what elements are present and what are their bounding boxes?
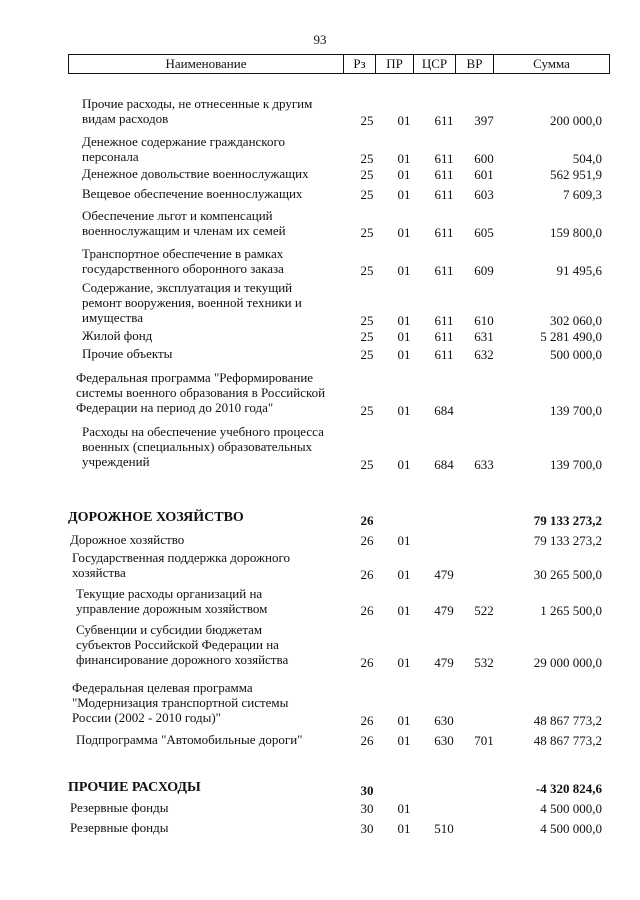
row-pr: 01	[397, 187, 411, 202]
row-sum: 302 060,0	[550, 313, 602, 328]
table-row	[0, 800, 640, 816]
row-sum: 5 281 490,0	[540, 329, 602, 344]
row-sum: 79 133 273,2	[533, 513, 602, 528]
row-name: Жилой фонд	[82, 328, 153, 343]
row-pr: 01	[397, 533, 411, 548]
row-pr: 01	[397, 821, 411, 836]
row-csr: 479	[434, 567, 454, 582]
row-name: Федеральная программа "Реформирование системы военного образования в Российской Федерации на период до 2010 года"	[76, 370, 326, 415]
row-name: Прочие расходы, не отнесенные к другим видам расходов	[82, 96, 313, 126]
row-vr: 610	[474, 313, 494, 328]
row-vr: 600	[474, 151, 494, 166]
row-sum: 139 700,0	[550, 403, 602, 418]
table-row	[0, 96, 640, 128]
table-row	[0, 280, 640, 328]
row-pr: 01	[397, 567, 411, 582]
row-rz: 26	[360, 603, 374, 618]
row-rz: 30	[360, 801, 374, 816]
row-pr: 01	[397, 733, 411, 748]
table-row	[0, 370, 640, 418]
table-row	[0, 134, 640, 166]
row-rz: 25	[360, 313, 374, 328]
row-sum: 48 867 773,2	[533, 713, 602, 728]
row-vr: 701	[474, 733, 494, 748]
row-csr: 479	[434, 655, 454, 670]
row-sum: 4 500 000,0	[540, 801, 602, 816]
row-csr: 684	[434, 457, 454, 472]
row-pr: 01	[397, 263, 411, 278]
row-rz: 25	[360, 187, 374, 202]
row-csr: 611	[434, 313, 454, 328]
row-pr: 01	[397, 329, 411, 344]
row-rz: 26	[360, 733, 374, 748]
row-pr: 01	[397, 151, 411, 166]
row-pr: 01	[397, 655, 411, 670]
row-rz: 25	[360, 403, 374, 418]
row-rz: 25	[360, 225, 374, 240]
row-sum: 30 265 500,0	[533, 567, 602, 582]
table-row	[0, 328, 640, 344]
table-row	[0, 622, 640, 670]
row-name: Подпрограмма "Автомобильные дороги"	[76, 732, 303, 747]
row-sum: 79 133 273,2	[533, 533, 602, 548]
table-row	[0, 820, 640, 836]
row-name: Дорожное хозяйство	[70, 532, 185, 547]
table-row	[0, 680, 640, 728]
row-sum: 139 700,0	[550, 457, 602, 472]
row-csr: 611	[434, 329, 454, 344]
row-vr: 632	[474, 347, 494, 362]
row-pr: 01	[397, 167, 411, 182]
row-vr: 631	[474, 329, 494, 344]
header-vr: ВР	[456, 55, 494, 73]
header-name: Наименование	[69, 55, 344, 73]
row-sum: 504,0	[572, 151, 602, 166]
row-csr: 611	[434, 167, 454, 182]
row-rz: 25	[360, 167, 374, 182]
row-sum: 562 951,9	[550, 167, 602, 182]
table-header	[68, 54, 610, 74]
row-pr: 01	[397, 457, 411, 472]
row-name: Денежное содержание гражданского персонала	[82, 134, 285, 164]
header-csr: ЦСР	[414, 55, 456, 73]
row-csr: 630	[434, 733, 454, 748]
row-vr: 609	[474, 263, 494, 278]
row-csr: 611	[434, 113, 454, 128]
row-name: Резервные фонды	[70, 820, 169, 835]
row-vr: 397	[474, 113, 494, 128]
row-sum: 29 000 000,0	[533, 655, 602, 670]
row-csr: 611	[434, 225, 454, 240]
table-row	[0, 208, 640, 240]
table-row	[0, 246, 640, 278]
row-rz: 30	[360, 821, 374, 836]
row-name: Обеспечение льгот и компенсаций военнослужащим и членам их семей	[82, 208, 286, 238]
row-name: Денежное довольствие военнослужащих	[82, 166, 309, 181]
table-row	[0, 780, 640, 798]
row-pr: 01	[397, 603, 411, 618]
row-csr: 684	[434, 403, 454, 418]
row-rz: 26	[360, 533, 374, 548]
row-csr: 611	[434, 187, 454, 202]
row-pr: 01	[397, 225, 411, 240]
table-row	[0, 346, 640, 362]
row-sum: 7 609,3	[563, 187, 602, 202]
row-sum: 500 000,0	[550, 347, 602, 362]
header-rz: Рз	[344, 55, 376, 73]
row-vr: 601	[474, 167, 494, 182]
row-sum: 1 265 500,0	[540, 603, 602, 618]
row-rz: 25	[360, 347, 374, 362]
header-pr: ПР	[376, 55, 414, 73]
row-csr: 611	[434, 347, 454, 362]
row-pr: 01	[397, 313, 411, 328]
table-row	[0, 532, 640, 548]
row-name: Содержание, эксплуатация и текущий ремонт вооружения, военной техники и имущества	[82, 280, 302, 325]
row-csr: 611	[434, 151, 454, 166]
row-rz: 26	[360, 655, 374, 670]
table-row	[0, 424, 640, 472]
row-vr: 605	[474, 225, 494, 240]
row-csr: 630	[434, 713, 454, 728]
row-name: ПРОЧИЕ РАСХОДЫ	[68, 780, 201, 795]
row-pr: 01	[397, 403, 411, 418]
row-name: Субвенции и субсидии бюджетам субъектов Российской Федерации на финансирование дорожного хозяйства	[76, 622, 289, 667]
row-sum: 159 800,0	[550, 225, 602, 240]
row-sum: 4 500 000,0	[540, 821, 602, 836]
row-name: Прочие объекты	[82, 346, 173, 361]
row-pr: 01	[397, 801, 411, 816]
row-rz: 25	[360, 329, 374, 344]
table-row	[0, 510, 640, 528]
table-row	[0, 186, 640, 202]
row-pr: 01	[397, 713, 411, 728]
table-row	[0, 732, 640, 748]
row-name: Федеральная целевая программа "Модернизация транспортной системы России (2002 - 2010 годы)"	[72, 680, 289, 725]
row-rz: 25	[360, 263, 374, 278]
row-csr: 510	[434, 821, 454, 836]
row-sum: -4 320 824,6	[535, 781, 602, 796]
table-row	[0, 550, 640, 582]
row-vr: 603	[474, 187, 494, 202]
page-number: 93	[313, 32, 327, 47]
row-name: Государственная поддержка дорожного хозяйства	[72, 550, 290, 580]
row-name: Вещевое обеспечение военнослужащих	[82, 186, 303, 201]
row-sum: 91 495,6	[556, 263, 602, 278]
row-pr: 01	[397, 113, 411, 128]
table-row	[0, 586, 640, 618]
row-rz: 25	[360, 457, 374, 472]
row-sum: 48 867 773,2	[533, 733, 602, 748]
table-row	[0, 166, 640, 182]
row-sum: 200 000,0	[550, 113, 602, 128]
row-rz: 30	[360, 783, 374, 798]
row-vr: 522	[474, 603, 494, 618]
row-name: Резервные фонды	[70, 800, 169, 815]
row-rz: 26	[360, 513, 374, 528]
row-rz: 26	[360, 567, 374, 582]
row-csr: 479	[434, 603, 454, 618]
row-name: ДОРОЖНОЕ ХОЗЯЙСТВО	[68, 510, 244, 525]
row-name: Транспортное обеспечение в рамках государственного оборонного заказа	[82, 246, 284, 276]
row-name: Текущие расходы организаций на управление дорожным хозяйством	[76, 586, 268, 616]
row-rz: 25	[360, 113, 374, 128]
row-vr: 532	[474, 655, 494, 670]
row-pr: 01	[397, 347, 411, 362]
row-rz: 26	[360, 713, 374, 728]
row-rz: 25	[360, 151, 374, 166]
row-csr: 611	[434, 263, 454, 278]
row-name: Расходы на обеспечение учебного процесса военных (специальных) образовательных учреждений	[82, 424, 324, 469]
header-sum: Сумма	[533, 56, 570, 71]
row-vr: 633	[474, 457, 494, 472]
